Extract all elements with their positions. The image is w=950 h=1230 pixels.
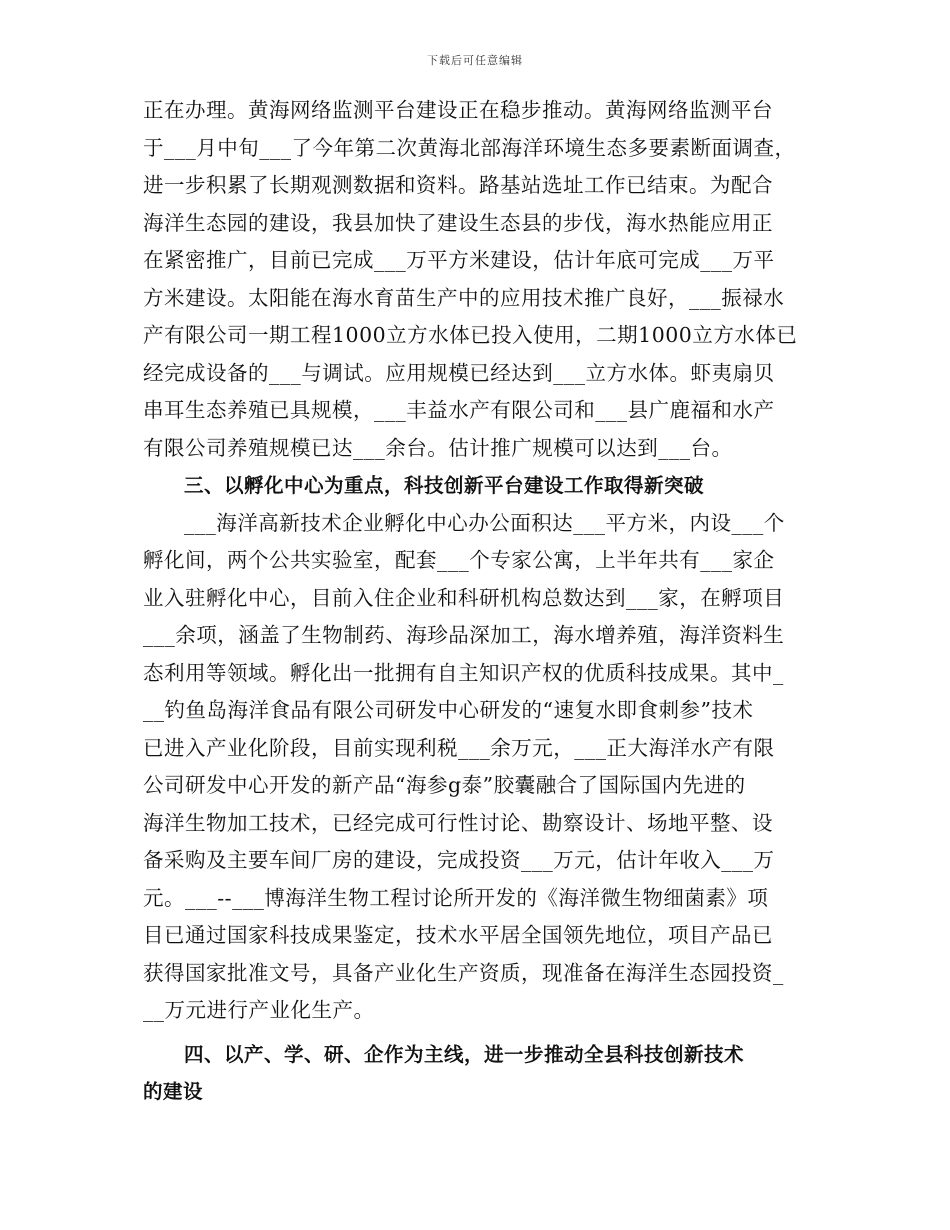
paragraph-incubator <box>143 505 811 1030</box>
section-heading-4 <box>143 1036 811 1111</box>
text-line: 串耳生态养殖已具规模，___丰益水产有限公司和___县广鹿福和水产 <box>143 398 775 422</box>
text-line: ___余项，涵盖了生物制药、海珍品深加工，海水增养殖，海洋资料生 <box>143 623 785 647</box>
section-heading-3: 三、以孵化中心为重点，科技创新平台建设工作取得新突破 <box>184 474 705 497</box>
text-line: 进一步积累了长期观测数据和资料。路基站选址工作已结束。为配合 <box>143 173 773 197</box>
text-line: 目已通过国家科技成果鉴定，技术水平居全国领先地位，项目产品已 <box>143 923 773 947</box>
text-line: 于___月中旬___了今年第二次黄海北部海洋环境生态多要素断面调查， <box>143 135 796 160</box>
text-line: 海洋生物加工技术，已经完成可行性讨论、勘察设计、场地平整、设 <box>143 810 773 835</box>
text-line: 正在办理。黄海网络监测平台建设正在稳步推动。黄海网络监测平台 <box>143 98 773 122</box>
text-line: 备采购及主要车间厂房的建设，完成投资___万元，估计年收入___万 <box>143 848 775 872</box>
text-line: 业入驻孵化中心，目前入住企业和科研机构总数达到___家，在孵项目 <box>143 585 785 610</box>
heading-line: 的建设 <box>143 1080 204 1103</box>
text-line: __钓鱼岛海洋食品有限公司研发中心研发的“速复水即食刺参”技术 <box>143 698 754 722</box>
text-line: 公司研发中心开发的新产品“海参g泰”胶囊融合了国际国内先进的 <box>143 773 746 797</box>
text-line: 海洋生态园的建设，我县加快了建设生态县的步伐，海水热能应用正 <box>143 210 773 235</box>
text-line: 经完成设备的___与调试。应用规模已经达到___立方水体。虾夷扇贝 <box>143 360 775 385</box>
text-line: 产有限公司一期工程1000立方水体已投入使用，二期1000立方水体已 <box>143 323 798 347</box>
text-line: __万元进行产业化生产。 <box>143 998 375 1022</box>
text-line: 态利用等领域。孵化出一批拥有自主知识产权的优质科技成果。其中_ <box>143 660 784 685</box>
text-line: 元。___--___博海洋生物工程讨论所开发的《海洋微生物细菌素》项 <box>143 885 769 910</box>
text-line: 孵化间，两个公共实验室，配套___个专家公寓，上半年共有___家企 <box>143 548 775 572</box>
text-line: 获得国家批准文号，具备产业化生产资质，现准备在海洋生态园投资_ <box>143 960 784 985</box>
paragraph-monitoring <box>143 92 811 467</box>
document-body <box>143 92 811 1111</box>
text-line: ___海洋高新技术企业孵化中心办公面积达___平方米，内设___个 <box>184 510 785 535</box>
text-line: 有限公司养殖规模已达___余台。估计推广规模可以达到___台。 <box>143 435 733 460</box>
text-line: 方米建设。太阳能在海水育苗生产中的应用技术推广良好，___振禄水 <box>143 285 785 310</box>
text-line: 在紧密推广，目前已完成___万平方米建设，估计年底可完成___万平 <box>143 248 775 272</box>
page-header: 下载后可任意编辑 <box>427 54 523 67</box>
heading-line: 四、以产、学、研、企作为主线，进一步推动全县科技创新技术 <box>184 1042 745 1066</box>
text-line: 已进入产业化阶段，目前实现利税___余万元，___正大海洋水产有限 <box>143 735 775 760</box>
